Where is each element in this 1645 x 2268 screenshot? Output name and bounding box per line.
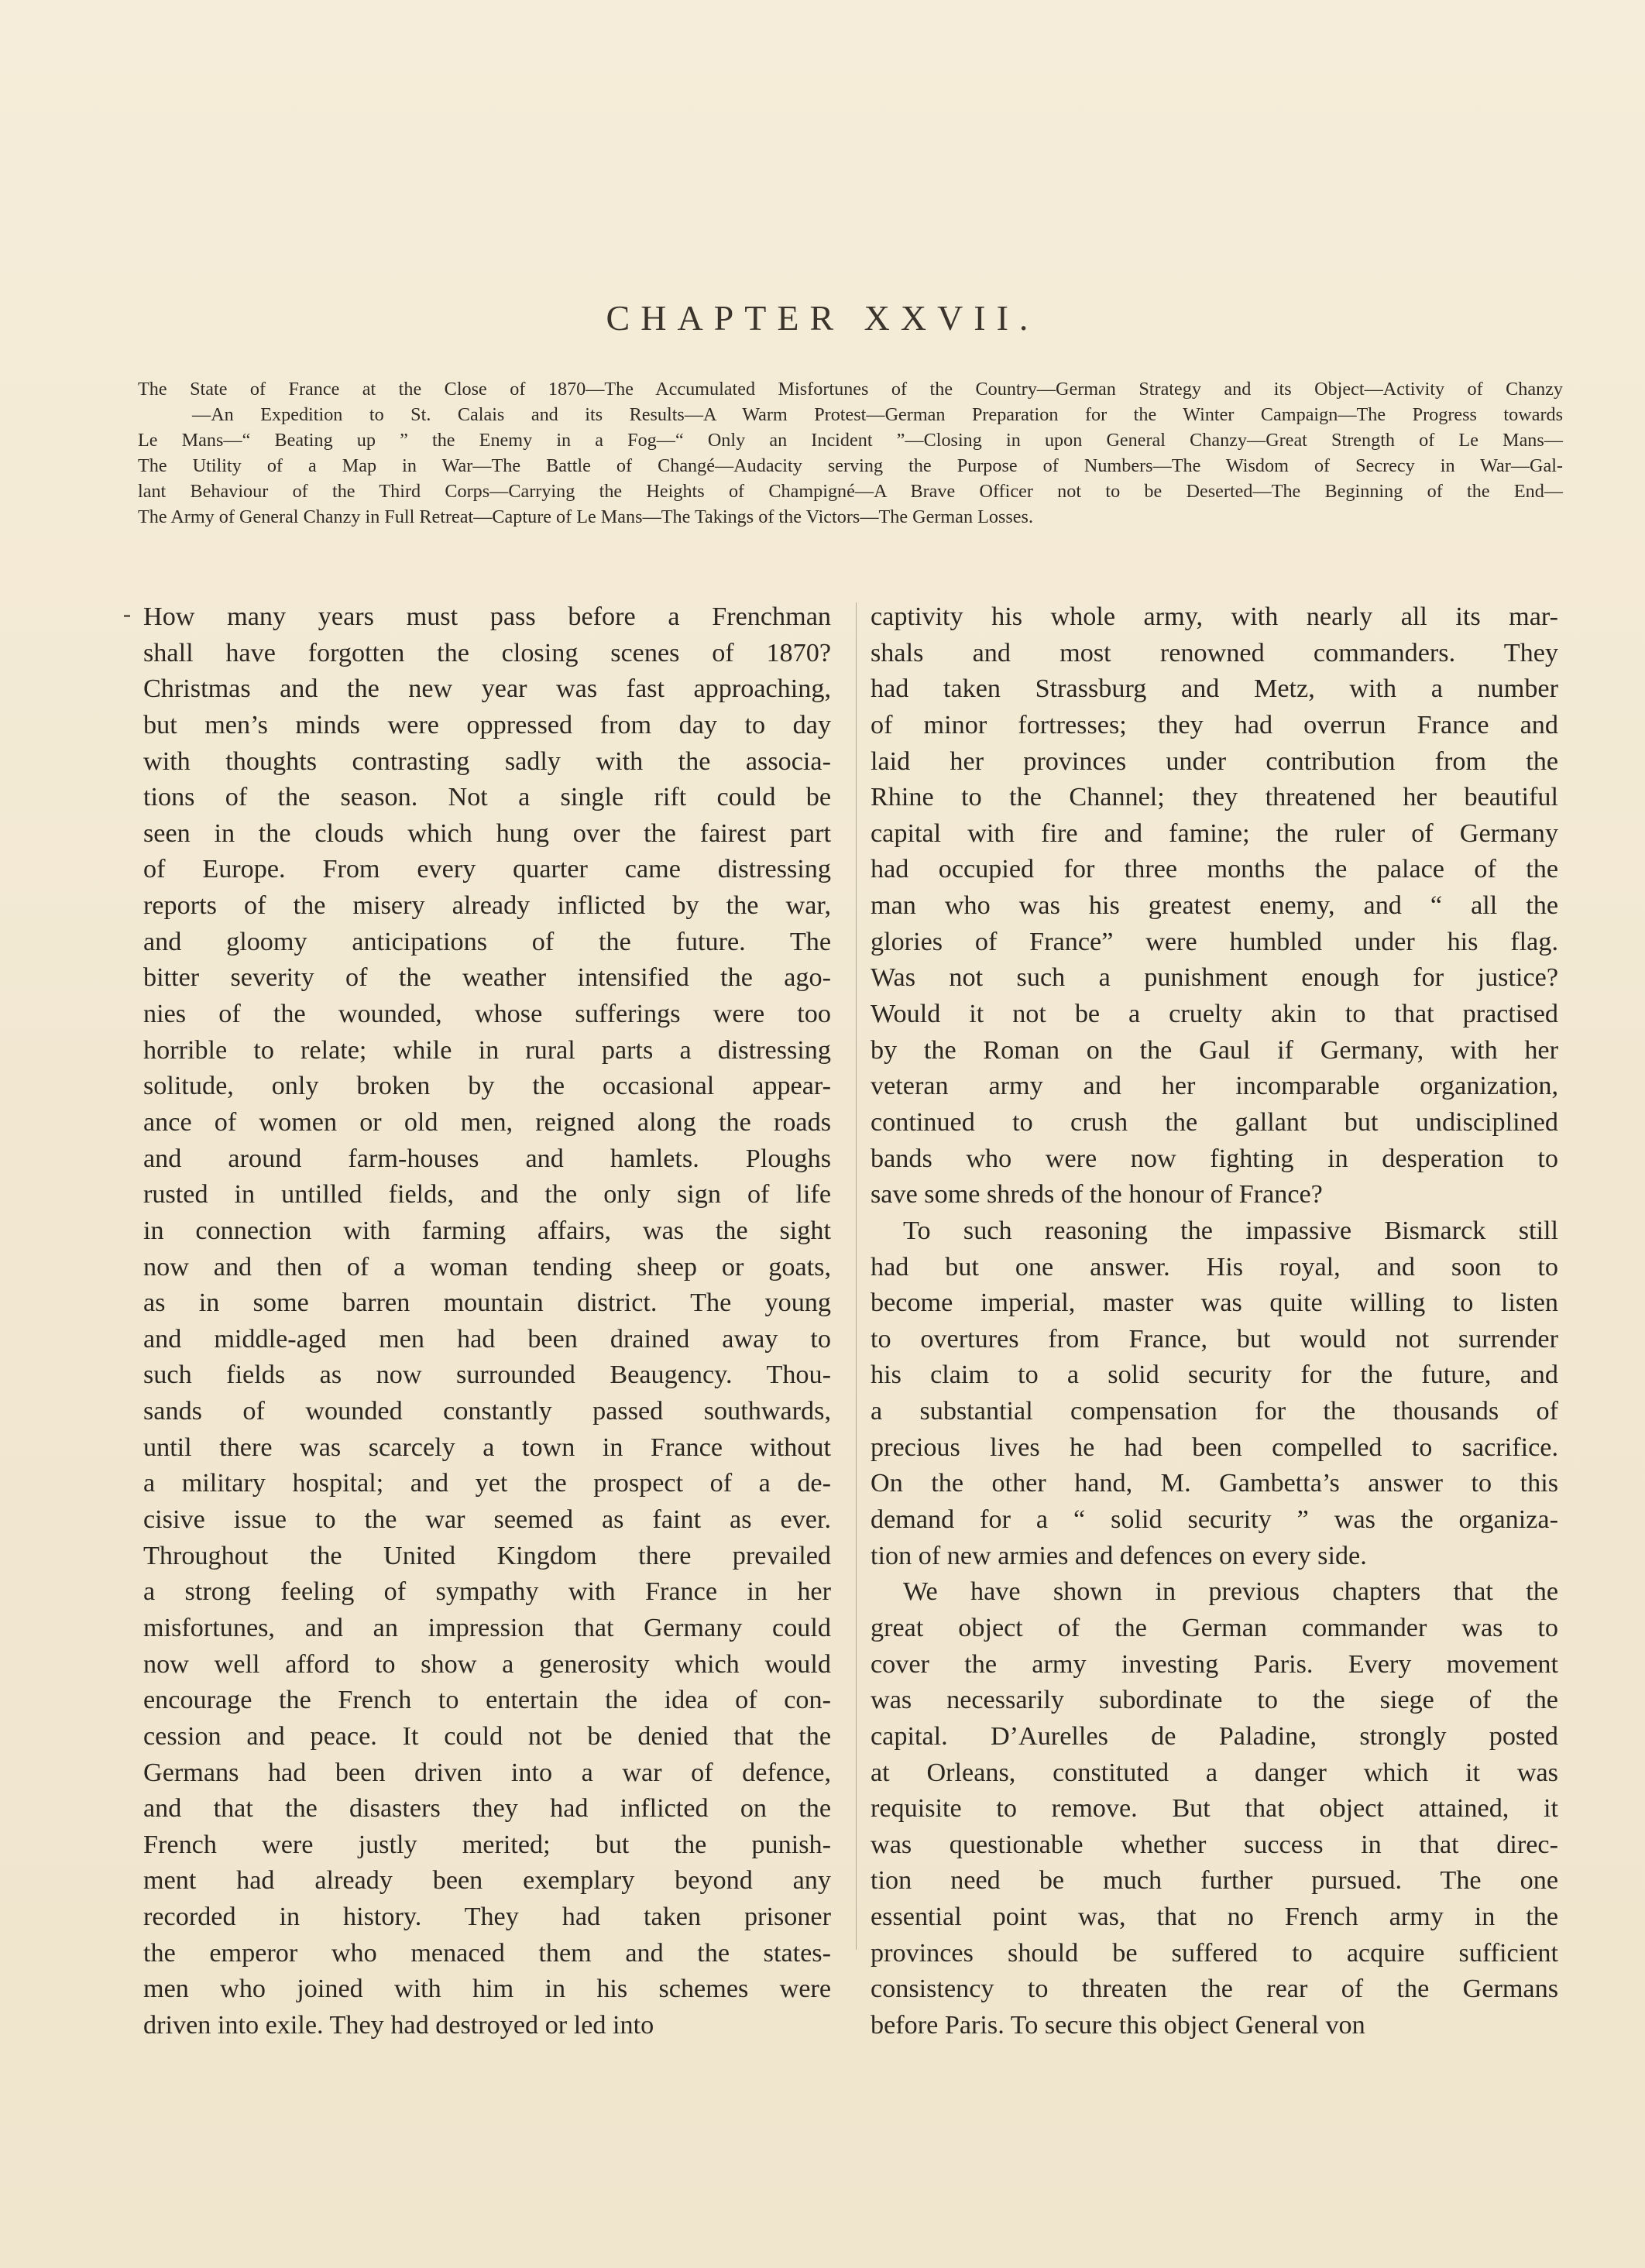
text-line: bitter severity of the weather intensified the ago- xyxy=(143,963,831,993)
text-line: capital with fire and famine; the ruler of Germany xyxy=(871,818,1558,848)
text-line: become imperial, master was quite willing to listen xyxy=(871,1288,1558,1318)
synopsis-line: Le Mans—“ Beating up ” the Enemy in a Fog—“ Only an Incident ”—Closing in upon General Chanzy—Great Strength of Le Mans— xyxy=(138,430,1563,451)
text-line: Would it not be a cruelty akin to that practised xyxy=(871,1000,1558,1029)
synopsis-line: The State of France at the Close of 1870—The Accumulated Misfortunes of the Country—German Strategy and its Object—Activity of Chanzy xyxy=(138,379,1563,400)
margin-mark xyxy=(124,615,130,617)
text-line: demand for a “ solid security ” was the organiza- xyxy=(871,1505,1558,1535)
text-line: consistency to threaten the rear of the Germans xyxy=(871,1975,1558,2004)
text-line: with thoughts contrasting sadly with the associa- xyxy=(143,746,831,776)
text-line: such fields as now surrounded Beaugency. Thou- xyxy=(143,1360,831,1390)
text-line: rusted in untilled fields, and the only sign of life xyxy=(143,1180,831,1209)
text-line: On the other hand, M. Gambetta’s answer to this xyxy=(871,1469,1558,1498)
text-line: misfortunes, and an impression that Germany could xyxy=(143,1613,831,1642)
text-line: shals and most renowned commanders. They xyxy=(871,638,1558,667)
text-line: by the Roman on the Gaul if Germany, with her xyxy=(871,1035,1558,1065)
text-line: as in some barren mountain district. The young xyxy=(143,1288,831,1318)
text-line: essential point was, that no French army in the xyxy=(871,1903,1558,1932)
text-line: capital. D’Aurelles de Paladine, strongly posted xyxy=(871,1721,1558,1751)
text-line: captivity his whole army, with nearly all its mar- xyxy=(871,602,1558,631)
text-line: French were justly merited; but the punish- xyxy=(143,1830,831,1859)
text-line: Germans had been driven into a war of defence, xyxy=(143,1758,831,1787)
text-line: We have shown in previous chapters that the xyxy=(903,1577,1558,1607)
text-line: encourage the French to entertain the idea of con- xyxy=(143,1686,831,1715)
text-line: the emperor who menaced them and the states- xyxy=(143,1938,831,1968)
synopsis-line: The Army of General Chanzy in Full Retreat—Capture of Le Mans—The Takings of the Victors—The German Losses. xyxy=(138,506,1034,527)
text-line: Rhine to the Channel; they threatened her beautiful xyxy=(871,783,1558,812)
chapter-title: CHAPTER XXVII. xyxy=(606,298,1039,338)
text-line: at Orleans, constituted a danger which it was xyxy=(871,1758,1558,1787)
text-line: provinces should be suffered to acquire sufficient xyxy=(871,1938,1558,1968)
text-line: but men’s minds were oppressed from day to day xyxy=(143,710,831,739)
text-line: requisite to remove. But that object attained, it xyxy=(871,1794,1558,1824)
text-line: in connection with farming affairs, was the sight xyxy=(143,1216,831,1245)
text-line: men who joined with him in his schemes were xyxy=(143,1975,831,2004)
text-line: glories of France” were humbled under his flag. xyxy=(871,927,1558,956)
text-line: sands of wounded constantly passed southwards, xyxy=(143,1397,831,1426)
text-line: had occupied for three months the palace of the xyxy=(871,855,1558,884)
text-line: laid her provinces under contribution from the xyxy=(871,746,1558,776)
text-line: horrible to relate; while in rural parts a distressing xyxy=(143,1035,831,1065)
text-line: ance of women or old men, reigned along the roads xyxy=(143,1107,831,1137)
text-line: man who was his greatest enemy, and “ all the xyxy=(871,891,1558,921)
text-line: a substantial compensation for the thousands of xyxy=(871,1397,1558,1426)
text-line: and that the disasters they had inflicted on the xyxy=(143,1794,831,1824)
text-line: was questionable whether success in that direc- xyxy=(871,1830,1558,1859)
text-line: veteran army and her incomparable organization, xyxy=(871,1072,1558,1101)
text-line: Throughout the United Kingdom there prevailed xyxy=(143,1541,831,1570)
text-line: recorded in history. They had taken prisoner xyxy=(143,1903,831,1932)
text-line: cession and peace. It could not be denied that the xyxy=(143,1721,831,1751)
text-line: and gloomy anticipations of the future. The xyxy=(143,927,831,956)
text-line: driven into exile. They had destroyed or led into xyxy=(143,2010,654,2040)
text-line: a military hospital; and yet the prospect of a de- xyxy=(143,1469,831,1498)
text-line: and around farm-houses and hamlets. Ploughs xyxy=(143,1144,831,1173)
column-divider xyxy=(856,602,857,1950)
text-line: tions of the season. Not a single rift could be xyxy=(143,783,831,812)
synopsis-line: The Utility of a Map in War—The Battle of Changé—Audacity serving the Purpose of Numbers—The Wisdom of Secrecy in War—Gal- xyxy=(138,455,1563,476)
chapter-synopsis xyxy=(138,376,1563,530)
text-line: to overtures from France, but would not surrender xyxy=(871,1324,1558,1354)
text-line: great object of the German commander was to xyxy=(871,1613,1558,1642)
text-line: had but one answer. His royal, and soon to xyxy=(871,1252,1558,1282)
text-line: now well afford to show a generosity which would xyxy=(143,1649,831,1679)
text-line: before Paris. To secure this object General von xyxy=(871,2010,1365,2040)
text-line: tion need be much further pursued. The one xyxy=(871,1866,1558,1896)
text-line: nies of the wounded, whose sufferings were too xyxy=(143,1000,831,1029)
synopsis-line: lant Behaviour of the Third Corps—Carrying the Heights of Champigné—A Brave Officer not to be Deserted—The Beginning of the End— xyxy=(138,481,1563,502)
text-line: bands who were now fighting in desperation to xyxy=(871,1144,1558,1173)
text-line: cover the army investing Paris. Every movement xyxy=(871,1649,1558,1679)
text-line: tion of new armies and defences on every side. xyxy=(871,1541,1367,1570)
text-line: until there was scarcely a town in France without xyxy=(143,1433,831,1462)
text-line: solitude, only broken by the occasional appear- xyxy=(143,1072,831,1101)
text-line: of minor fortresses; they had overrun France and xyxy=(871,710,1558,739)
left-column xyxy=(143,599,831,2044)
text-line: a strong feeling of sympathy with France in her xyxy=(143,1577,831,1607)
text-line: save some shreds of the honour of France? xyxy=(871,1180,1323,1209)
text-line: shall have forgotten the closing scenes of 1870? xyxy=(143,638,831,667)
right-column xyxy=(871,599,1558,2044)
text-line: seen in the clouds which hung over the fairest part xyxy=(143,818,831,848)
synopsis-line: —An Expedition to St. Calais and its Results—A Warm Protest—German Preparation for the Winter Campaign—The Progress towards xyxy=(192,404,1563,425)
text-line: now and then of a woman tending sheep or goats, xyxy=(143,1252,831,1282)
text-line: his claim to a solid security for the future, and xyxy=(871,1360,1558,1390)
text-line: and middle-aged men had been drained away to xyxy=(143,1324,831,1354)
text-line: ment had already been exemplary beyond any xyxy=(143,1866,831,1896)
text-line: precious lives he had been compelled to sacrifice. xyxy=(871,1433,1558,1462)
text-line: To such reasoning the impassive Bismarck still xyxy=(903,1216,1558,1245)
text-line: of Europe. From every quarter came distressing xyxy=(143,855,831,884)
text-line: reports of the misery already inflicted by the war, xyxy=(143,891,831,921)
text-line: had taken Strassburg and Metz, with a number xyxy=(871,674,1558,704)
text-line: was necessarily subordinate to the siege of the xyxy=(871,1686,1558,1715)
text-line: How many years must pass before a Frenchman xyxy=(143,602,831,631)
text-line: Christmas and the new year was fast approaching, xyxy=(143,674,831,704)
text-line: cisive issue to the war seemed as faint as ever. xyxy=(143,1505,831,1535)
text-line: Was not such a punishment enough for justice? xyxy=(871,963,1558,993)
text-line: continued to crush the gallant but undisciplined xyxy=(871,1107,1558,1137)
